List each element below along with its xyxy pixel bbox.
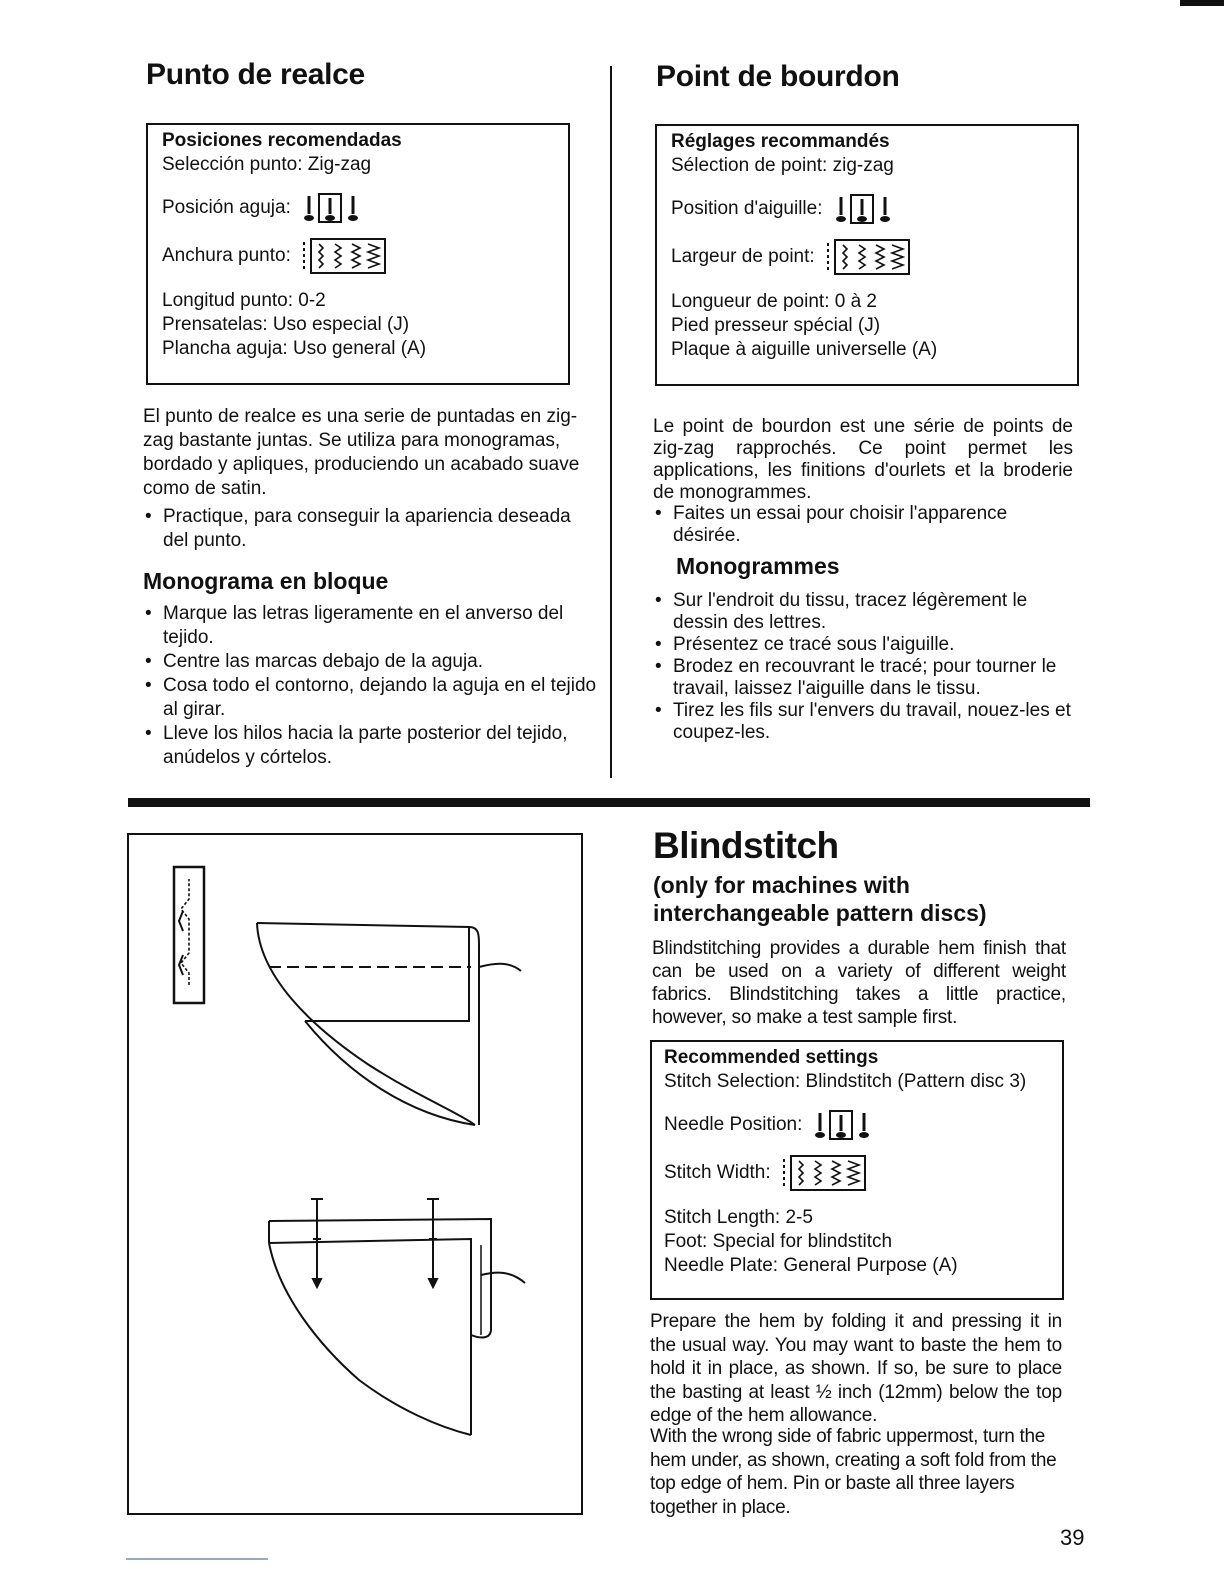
left-settings-box: [146, 123, 570, 385]
section-rule: [128, 798, 1090, 807]
settings-length: Longitud punto: 0-2: [162, 290, 326, 311]
width-label: Stitch Width:: [664, 1162, 771, 1183]
blindstitch-settings-box: [650, 1040, 1064, 1300]
settings-length: Longueur de point: 0 à 2: [671, 291, 878, 312]
stitch-width-icon: [825, 237, 915, 277]
right-settings-box: [655, 124, 1079, 386]
settings-plate: Plaque à aiguille universelle (A): [671, 339, 938, 360]
needle-label: Needle Position:: [664, 1114, 803, 1135]
footer-rule: [126, 1558, 268, 1560]
width-label: Largeur de point:: [671, 246, 815, 267]
right-title: Point de bourdon: [656, 60, 900, 93]
list-item: • Practique, para conseguir la apariencia deseada del punto.: [143, 505, 573, 553]
left-intro: El punto de realce es una serie de puntadas en zig-zag bastante juntas. Se utiliza para monogramas, bordado y apliques, produciendo un acabado suave como de satin.: [143, 406, 580, 499]
settings-selection: Stitch Selection: Blindstitch (Pattern disc 3): [664, 1071, 1027, 1092]
settings-plate: Plancha aguja: Uso general (A): [162, 338, 427, 359]
settings-foot: Pied presseur spécial (J): [671, 315, 881, 336]
blindstitch-title: Blindstitch: [653, 825, 839, 866]
list-item: • Faites un essai pour choisir l'apparence désirée.: [653, 503, 1073, 547]
settings-length: Stitch Length: 2-5: [664, 1207, 813, 1228]
blindstitch-para-1: Prepare the hem by folding it and pressing it in the usual way. You may want to baste the hem to hold it in place, as shown. If so, be sure to place the basting at least ½ inch (12mm) below the top edge of the hem allowance.: [650, 1311, 1062, 1426]
column-divider: [610, 66, 612, 778]
blindstitch-para-2: With the wrong side of fabric uppermost, turn the hem under, as shown, creating a soft fold from the top edge of hem. Pin or baste all three layers together in place.: [650, 1426, 1057, 1518]
needle-label: Position d'aiguille:: [671, 198, 823, 219]
left-subheading: Monograma en bloque: [143, 568, 389, 594]
list-item: • Sur l'endroit du tissu, tracez légèrement le dessin des lettres.: [653, 590, 1073, 634]
settings-selection: Selección punto: Zig-zag: [162, 154, 372, 175]
left-bullets: [143, 602, 599, 770]
needle-position-icon: [301, 192, 363, 224]
list-item: • Brodez en recouvrant le tracé; pour tourner le travail, laissez l'aiguille dans le tissu.: [653, 656, 1073, 700]
blindstitch-subtitle-1: (only for machines with: [653, 872, 910, 898]
corner-mark: [1180, 0, 1224, 6]
blindstitch-intro: Blindstitching provides a durable hem finish that can be used on a variety of different weight fabrics. Blindstitching takes a little practice, however, so make a test sample first.: [652, 938, 1066, 1028]
stitch-width-icon: [301, 236, 391, 276]
needle-label: Posición aguja:: [162, 197, 291, 218]
settings-plate: Needle Plate: General Purpose (A): [664, 1255, 958, 1276]
left-tip-list: [143, 505, 573, 553]
hem-illustration-frame: [127, 833, 583, 1515]
blindstitch-subtitle-2: interchangeable pattern discs): [653, 900, 987, 926]
list-item: • Lleve los hilos hacia la parte posterior del tejido, anúdelos y córtelos.: [143, 722, 599, 770]
settings-heading: Posiciones recomendadas: [162, 130, 402, 151]
right-intro: Le point de bourdon est une série de points de zig-zag rapprochés. Ce point permet les applications, les finitions d'ourlets et la broderie de monogrammes.: [653, 416, 1073, 503]
settings-foot: Foot: Special for blindstitch: [664, 1231, 893, 1252]
needle-position-icon: [833, 193, 895, 225]
settings-selection: Sélection de point: zig-zag: [671, 155, 894, 176]
page-number: 39: [1060, 1525, 1085, 1550]
right-tip-list: [653, 503, 1073, 547]
settings-heading: Réglages recommandés: [671, 131, 890, 152]
list-item: • Cosa todo el contorno, dejando la aguja en el tejido al girar.: [143, 674, 599, 722]
stitch-width-icon: [781, 1153, 871, 1193]
right-bullets: [653, 590, 1073, 744]
needle-position-icon: [812, 1109, 874, 1141]
left-title: Punto de realce: [146, 58, 365, 91]
blindstitch-hem-illustration: [129, 835, 581, 1513]
list-item: • Centre las marcas debajo de la aguja.: [143, 650, 599, 674]
right-subheading: Monogrammes: [676, 553, 840, 579]
settings-foot: Prensatelas: Uso especial (J): [162, 314, 410, 335]
list-item: • Présentez ce tracé sous l'aiguille.: [653, 634, 1073, 656]
list-item: • Tirez les fils sur l'envers du travail, nouez-les et coupez-les.: [653, 700, 1073, 744]
settings-heading: Recommended settings: [664, 1047, 879, 1068]
list-item: • Marque las letras ligeramente en el anverso del tejido.: [143, 602, 599, 650]
width-label: Anchura punto:: [162, 245, 291, 266]
